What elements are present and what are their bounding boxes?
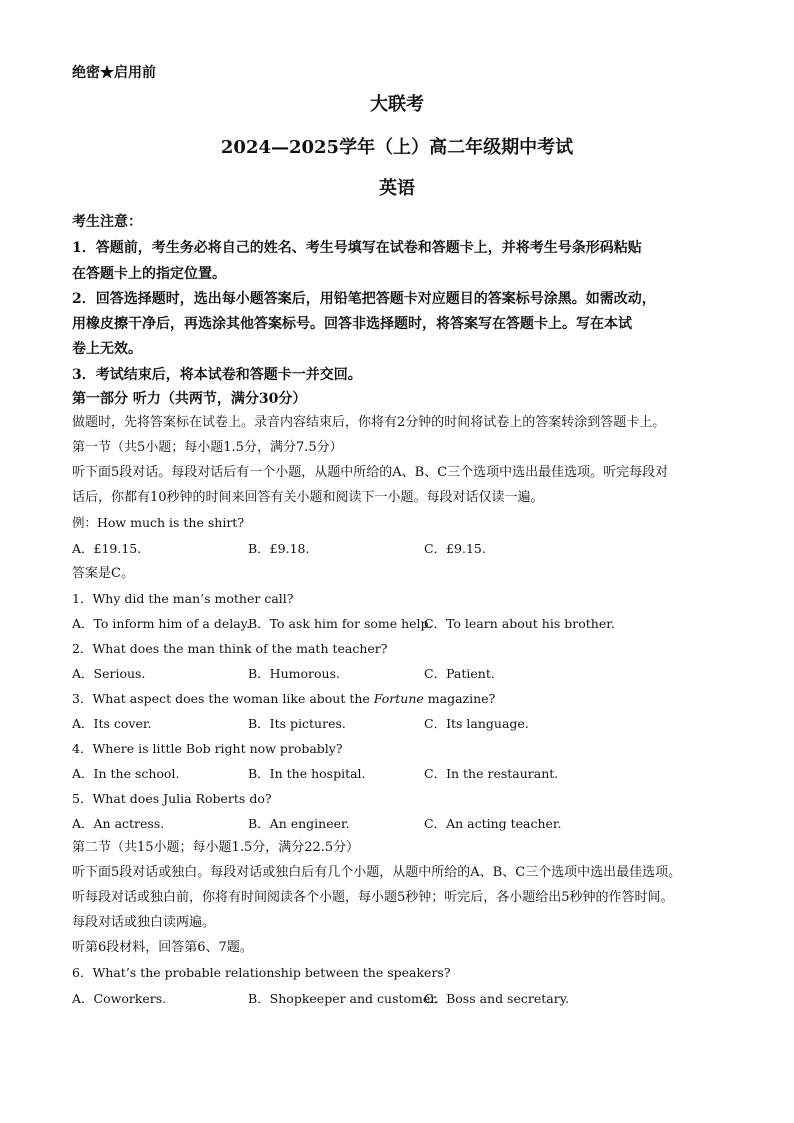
option-c: C．Its language. [424, 716, 529, 731]
section2-instruction: 每段对话或独白读两遍。 [72, 915, 216, 930]
notice-line: 1．答题前，考生务必将自己的姓名、考生号填写在试卷和答题卡上，并将考生号条形码粘贴 [72, 240, 642, 256]
section2-instruction: 听每段对话或独白前，你将有时间阅读各个小题，每小题5秒钟；听完后，各小题给出5秒钟的作答时间。 [72, 890, 674, 905]
notice-line: 2．回答选择题时，选出每小题答案后，用铅笔把答题卡对应题目的答案标号涂黑。如需改动， [72, 291, 656, 307]
option-c: C．£9.15. [424, 541, 486, 556]
option-c: C．An acting teacher. [424, 816, 562, 831]
option-a: A．In the school. [72, 766, 180, 781]
magazine-title: Fortune [373, 691, 424, 706]
question-5: 5．What does Julia Roberts do? [72, 791, 272, 806]
notice-title: 考生注意： [72, 214, 142, 230]
option-a: A．An actress. [72, 816, 165, 831]
question-4: 4．Where is little Bob right now probably? [72, 741, 343, 756]
option-b: B．Its pictures. [248, 716, 346, 731]
section2-instruction: 听下面5段对话或独白。每段对话或独白后有几个小题，从题中所给的A、B、C三个选项中选出最佳选项。 [72, 865, 682, 880]
question-6: 6．What’s the probable relationship between the speakers? [72, 965, 451, 980]
notice-line: 在答题卡上的指定位置。 [72, 266, 226, 282]
option-a: A．To inform him of a delay. [72, 616, 251, 631]
question-2: 2．What does the man think of the math teacher? [72, 641, 388, 656]
part1-title: 第一部分 听力（共两节，满分30分） [72, 391, 307, 407]
part1-intro: 做题时，先将答案标在试卷上。录音内容结束后，你将有2分钟的时间将试卷上的答案转涂到答题卡上。 [72, 415, 666, 430]
section1-title: 第一节（共5小题；每小题1.5分，满分7.5分） [72, 440, 343, 455]
secret-label: 绝密★启用前 [72, 65, 156, 81]
option-a: A．Its cover. [72, 716, 152, 731]
exam-title: 2024—2025学年（上）高二年级期中考试 [220, 137, 574, 158]
subject-title: 英语 [379, 178, 415, 199]
example-question: 例：How much is the shirt? [72, 515, 245, 530]
section1-instruction: 话后，你都有10秒钟的时间来回答有关小题和阅读下一小题。每段对话仅读一遍。 [72, 490, 544, 505]
option-a: A．Serious. [72, 666, 146, 681]
option-b: B．In the hospital. [248, 766, 366, 781]
notice-line: 3．考试结束后，将本试卷和答题卡一并交回。 [72, 367, 362, 383]
option-c: C．Boss and secretary. [424, 991, 570, 1006]
notice-line: 卷上无效。 [72, 341, 142, 357]
option-b: B．To ask him for some help. [248, 616, 433, 631]
notice-line: 用橡皮擦干净后，再选涂其他答案标号。回答非选择题时，将答案写在答题卡上。写在本试 [72, 316, 632, 332]
option-a: A．Coworkers. [72, 991, 167, 1006]
question-3-text-end: magazine? [423, 691, 496, 706]
option-b: B．An engineer. [248, 816, 350, 831]
material-note: 听第6段材料，回答第6、7题。 [72, 940, 253, 955]
option-c: C．Patient. [424, 666, 495, 681]
section2-title: 第二节（共15小题；每小题1.5分，满分22.5分） [72, 840, 360, 855]
option-b: B．Humorous. [248, 666, 340, 681]
example-answer: 答案是C。 [72, 566, 134, 581]
section1-instruction: 听下面5段对话。每段对话后有一个小题，从题中所给的A、B、C三个选项中选出最佳选项。听完每段对 [72, 465, 669, 480]
option-c: C．To learn about his brother. [424, 616, 615, 631]
question-1: 1．Why did the man’s mother call? [72, 591, 294, 606]
option-a: A．£19.15. [72, 541, 142, 556]
question-3-text: 3．What aspect does the woman like about the [72, 691, 374, 706]
option-b: B．Shopkeeper and customer. [248, 991, 439, 1006]
option-b: B．£9.18. [248, 541, 310, 556]
option-c: C．In the restaurant. [424, 766, 559, 781]
question-3 [72, 690, 495, 708]
exam-org: 大联考 [370, 94, 424, 115]
